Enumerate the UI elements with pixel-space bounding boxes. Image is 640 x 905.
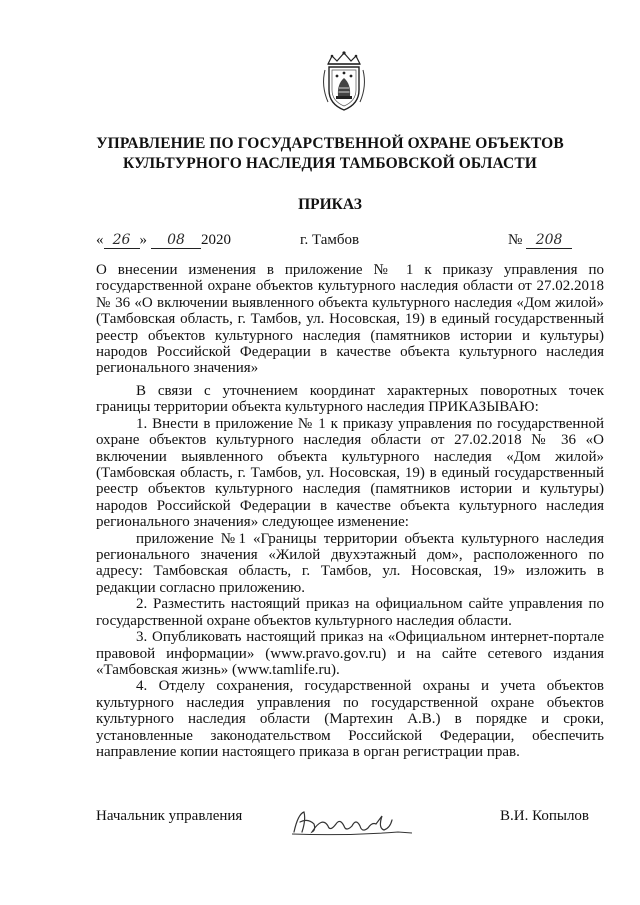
document-type-title: ПРИКАЗ	[298, 196, 362, 213]
date-quote-close: »	[139, 232, 147, 248]
item-2: 2. Разместить настоящий приказ на официальном сайте управления по государственной охране объектов культурного наследия области.	[96, 596, 604, 629]
coat-of-arms-icon	[318, 50, 370, 112]
item-4: 4. Отделу сохранения, государственной охраны и учета объектов культурного наследия управления по государственной охране объектов культурного наследия области (Мартехин А.В.) в порядке и сроки, установленные законодательством Российской Федерации, обеспечить направление копии настоящего приказа в орган регистрации прав.	[96, 678, 604, 760]
date-quote-open: «	[96, 232, 104, 248]
signatory-name: В.И. Копылов	[500, 808, 590, 824]
date-field	[96, 231, 231, 249]
authority-header-line1: УПРАВЛЕНИЕ ПО ГОСУДАРСТВЕННОЙ ОХРАНЕ ОБЪЕКТОВ	[96, 135, 564, 152]
authority-header	[80, 134, 580, 174]
number-sign: №	[508, 232, 523, 248]
handwritten-signature	[286, 806, 426, 840]
signatory-position: Начальник управления	[96, 808, 243, 824]
item-1-change: приложение №1 «Границы территории объекта культурного наследия регионального значения «Жилой двухэтажный дом», расположенного по адресу: Тамбовская область, г. Тамбов, ул. Носовская, 19» изложить в редакции согласно приложению.	[96, 530, 604, 596]
document-subject: О внесении изменения в приложение № 1 к приказу управления по государственной охране объектов культурного наследия области от 27.02.2018 № 36 «О включении выявленного объекта культурного наследия «Дом жилой» (Тамбовская область, г. Тамбов, ул. Носовская, 19) в единый государственный реестр объектов культурного наследия (памятников истории и культуры) народов Российской Федерации в качестве объекта культурного наследия регионального значения»	[96, 262, 604, 377]
order-number-field	[508, 231, 572, 249]
authority-header-line2: КУЛЬТУРНОГО НАСЛЕДИЯ ТАМБОВСКОЙ ОБЛАСТИ	[123, 155, 537, 172]
city: г. Тамбов	[300, 232, 360, 248]
preamble: В связи с уточнением координат характерных поворотных точек границы территории объекта культурного наследия ПРИКАЗЫВАЮ:	[96, 383, 604, 416]
date-day: 26	[104, 233, 140, 249]
date-month: 08	[151, 233, 201, 249]
document-body	[96, 383, 604, 760]
item-1: 1. Внести в приложение № 1 к приказу управления по государственной охране объектов культурного наследия области от 27.02.2018 № 36 «О включении выявленного объекта культурного наследия «Дом жилой» (Тамбовская область, г. Тамбов, ул. Носовская, 19) в единый государственный реестр объектов культурного наследия (памятников истории и культуры) народов Российской Федерации в качестве объекта культурного наследия регионального значения» следующее изменение:	[96, 415, 604, 531]
item-3: 3. Опубликовать настоящий приказ на «Официальном интернет-портале правовой информации» (www.pravo.gov.ru) и на сайте сетевого издания «Тамбовская жизнь» (www.tamlife.ru).	[96, 629, 604, 678]
order-number: 208	[526, 233, 572, 249]
date-year: 2020	[201, 232, 231, 248]
